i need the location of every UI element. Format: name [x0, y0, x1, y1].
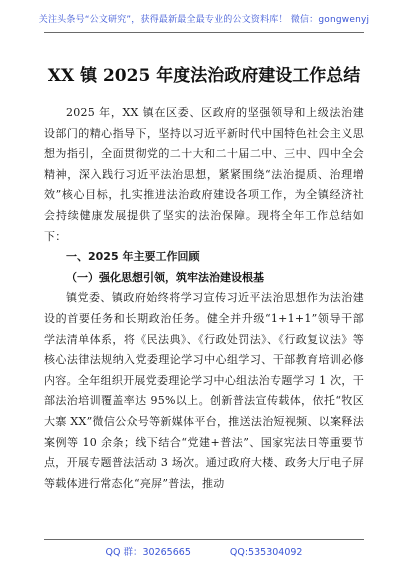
footer-qq-contact: QQ:535304092: [229, 547, 303, 558]
document-title: XX 镇 2025 年度法治政府建设工作总结: [47, 66, 361, 86]
footer: [0, 544, 408, 558]
section-heading: 一、2025 年主要工作回顾: [66, 250, 200, 264]
header-divider: [44, 32, 364, 33]
intro-paragraph: 2025 年，XX 镇在区委、区政府的坚强领导和上级法治建设部门的精心指导下，坚持以习近平新时代中国特色社会主义思想为指引，全面贯彻党的二十大和二十届二中、三中、四中全会精神，深入践行习近平法治思想，紧紧围绕“法治提质、治理增效”核心目标，扎实推进法治政府建设各项工作，为全镇经济社会持续健康发展提供了坚实的法治保障。现将全年工作总结如下：: [44, 106, 364, 243]
body-paragraph: 镇党委、镇政府始终将学习宣传习近平法治思想作为法治建设的首要任务和长期政治任务。健全并升级“1+1+1”领导干部学法清单体系，将《民法典》、《行政处罚法》、《行政复议法》等核心法律法规纳入党委理论学习中心组学习、干部教育培训必修内容。全年组织开展党委理论学习中心组法治专题学习 1 次，干部法治培训覆盖率达 95%以上。创新普法宣传载体，依托“牧区大寨 XX”微信公众号等新媒体平台，推送法治短视频、以案释法案例等 10 余条；线下结合“党建+普法”、国家宪法日等重要节点，开展专题普法活动 3 场次。通过政府大楼、政务大厅电子屏等载体进行常态化“亮屏”普法，推动: [44, 291, 364, 490]
footer-divider: [44, 539, 364, 540]
footer-qq-group: QQ 群：30265665: [105, 547, 191, 558]
header-watermark: 关注头条号“公文研究”，获得最新最全最专业的公文资料库！ 微信：gongwenyj: [38, 15, 370, 25]
document-body: [44, 103, 364, 494]
subsection-heading: （一）强化思想引领，筑牢法治建设根基: [66, 270, 264, 284]
